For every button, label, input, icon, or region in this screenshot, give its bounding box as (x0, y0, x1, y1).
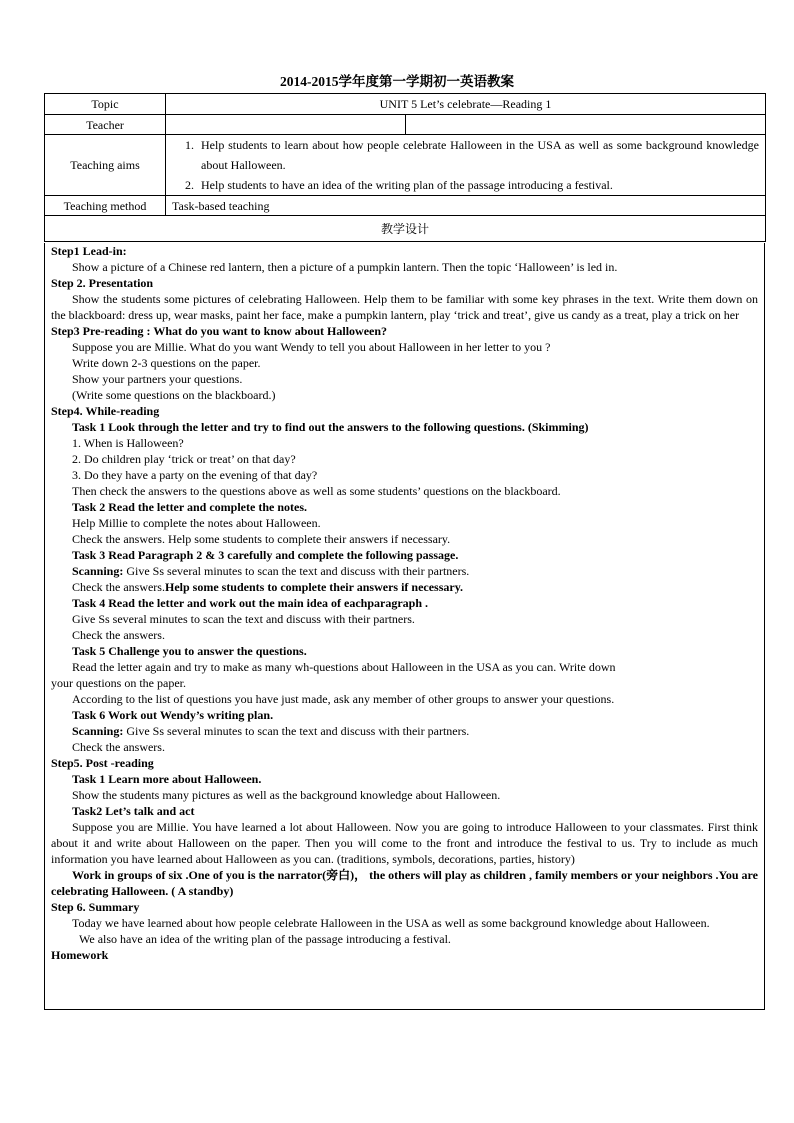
design-label: 教学设计 (45, 216, 766, 242)
line-text: Task 3 Read Paragraph 2 & 3 carefully and complete the following passage. (72, 548, 459, 562)
lesson-line (51, 691, 758, 707)
line-text: Today we have learned about how people celebrate Halloween in the USA as well as some background knowledge about Halloween. (72, 916, 710, 930)
line-text: 3. Do they have a party on the evening of that day? (72, 468, 318, 482)
lesson-line (51, 515, 758, 531)
lesson-line (51, 467, 758, 483)
line-text: Check the answers. (72, 580, 165, 594)
lesson-line (51, 387, 758, 403)
line-text: Work in groups of six .One of you is the narrator(旁白)， the others will play as children , family members or your neighbors .You are celebrating Halloween. ( A standby) (51, 868, 758, 898)
lesson-line (51, 867, 758, 899)
aim-item: 2. Help students to have an idea of the writing plan of the passage introducing a festival. (197, 175, 759, 195)
aims-cell (166, 135, 766, 196)
line-text: Give Ss several minutes to scan the text and discuss with their partners. (126, 564, 470, 578)
lesson-line (51, 531, 758, 547)
aim-item: 1. Help students to learn about how people celebrate Halloween in the USA as well as some background knowledge about Halloween. (197, 135, 759, 175)
lesson-line (51, 899, 758, 915)
line-text: 1. When is Halloween? (72, 436, 184, 450)
topic-value: UNIT 5 Let’s celebrate—Reading 1 (166, 94, 766, 115)
header-table (44, 93, 766, 242)
lesson-line (51, 419, 758, 435)
lesson-line (51, 947, 758, 963)
lesson-design-body (44, 243, 765, 1010)
lesson-line (51, 563, 758, 579)
lesson-line (51, 483, 758, 499)
lesson-line (51, 803, 758, 819)
teacher-label: Teacher (45, 115, 166, 135)
aims-list (172, 135, 759, 195)
line-text: Homework (51, 948, 109, 962)
line-text: Suppose you are Millie. You have learned a lot about Halloween. Now you are going to introduce Halloween to your classmates. First think about it and write about Halloween on the paper. Then you will come to the front and introduce the festival to us. Try to include as much information you have learned about Halloween as you can. (traditions, symbols, decorations, parties, history) (51, 820, 758, 866)
lesson-line (51, 275, 758, 291)
line-text: Task 6 Work out Wendy’s writing plan. (72, 708, 274, 722)
method-label: Teaching method (45, 196, 166, 216)
line-text: We also have an idea of the writing plan of the passage introducing a festival. (79, 932, 451, 946)
lesson-line (51, 611, 758, 627)
lesson-line (51, 323, 758, 339)
line-text: Suppose you are Millie. What do you want Wendy to tell you about Halloween in her letter to you ? (72, 340, 551, 354)
line-text: Help Millie to complete the notes about Halloween. (72, 516, 321, 530)
lesson-line (51, 371, 758, 387)
lesson-line (51, 675, 758, 691)
lesson-line (51, 403, 758, 419)
line-text: Step5. Post -reading (51, 756, 154, 770)
lesson-line (51, 291, 758, 323)
lesson-line (51, 547, 758, 563)
teacher-extra-cell (406, 115, 766, 135)
line-tail: Help some students to complete their answers if necessary. (164, 580, 464, 594)
lesson-line (51, 819, 758, 867)
line-text: Task 5 Challenge you to answer the questions. (72, 644, 307, 658)
line-text: Task 1 Learn more about Halloween. (72, 772, 262, 786)
lesson-line (51, 707, 758, 723)
line-text: Then check the answers to the questions above as well as some students’ questions on the blackboard. (72, 484, 561, 498)
lesson-line (51, 435, 758, 451)
lesson-line (51, 739, 758, 755)
line-text: Show your partners your questions. (72, 372, 243, 386)
line-text: Show the students many pictures as well as the background knowledge about Halloween. (72, 788, 501, 802)
lesson-line (51, 643, 758, 659)
line-text: Give Ss several minutes to scan the text and discuss with their partners. (72, 612, 415, 626)
line-text: Read the letter again and try to make as many wh-questions about Halloween in the USA as you can. Write down (72, 660, 616, 674)
lesson-line (51, 931, 758, 947)
method-value: Task-based teaching (166, 196, 766, 216)
line-text: Check the answers. (72, 740, 165, 754)
lesson-line (51, 499, 758, 515)
line-text: Show the students some pictures of celebrating Halloween. Help them to be familiar with some key phrases in the text. Write them down on the blackboard: dress up, wear masks, paint her face, make a pumpkin lantern, play ‘trick and treat’, give us candy as a treat, play a trick on her (51, 292, 758, 322)
line-text: Step1 Lead-in: (51, 244, 127, 258)
line-text: According to the list of questions you have just made, ask any member of other groups to answer your questions. (72, 692, 615, 706)
lesson-line (51, 627, 758, 643)
line-text: Step 2. Presentation (51, 276, 154, 290)
line-lead: Scanning: (72, 724, 124, 738)
line-text: Write down 2-3 questions on the paper. (72, 356, 261, 370)
lesson-line (51, 787, 758, 803)
line-text: Task 1 Look through the letter and try to find out the answers to the following questions. (Skimming) (72, 420, 589, 434)
topic-label: Topic (45, 94, 166, 115)
lesson-line (51, 595, 758, 611)
teacher-value-cell (166, 115, 406, 135)
line-text: 2. Do children play ‘trick or treat’ on that day? (72, 452, 296, 466)
lesson-line (51, 259, 758, 275)
line-text: Step4. While-reading (51, 404, 160, 418)
aims-label: Teaching aims (45, 135, 166, 196)
line-text: Step3 Pre-reading : What do you want to know about Halloween? (51, 324, 388, 338)
lesson-line (51, 915, 758, 931)
lesson-line (51, 451, 758, 467)
line-text: Check the answers. (72, 628, 165, 642)
lesson-line (51, 771, 758, 787)
lesson-line (51, 243, 758, 259)
line-text: Step 6. Summary (51, 900, 140, 914)
lesson-line (51, 723, 758, 739)
lesson-line (51, 355, 758, 371)
line-text: Check the answers. Help some students to complete their answers if necessary. (72, 532, 451, 546)
document-title: 2014-2015学年度第一学期初一英语教案 (280, 74, 514, 89)
line-text: Task 4 Read the letter and work out the main idea of eachparagraph . (72, 596, 429, 610)
line-text: Task 2 Read the letter and complete the notes. (72, 500, 307, 514)
line-text: Task2 Let’s talk and act (72, 804, 195, 818)
line-text: (Write some questions on the blackboard.) (72, 388, 276, 402)
line-lead: Scanning: (72, 564, 124, 578)
lesson-line (51, 339, 758, 355)
lesson-line (51, 579, 758, 595)
lesson-line (51, 659, 758, 675)
line-text: Give Ss several minutes to scan the text and discuss with their partners. (126, 724, 470, 738)
lesson-line (51, 755, 758, 771)
line-text: your questions on the paper. (51, 676, 186, 690)
line-text: Show a picture of a Chinese red lantern, then a picture of a pumpkin lantern. Then the topic ‘Halloween’ is led in. (72, 260, 618, 274)
